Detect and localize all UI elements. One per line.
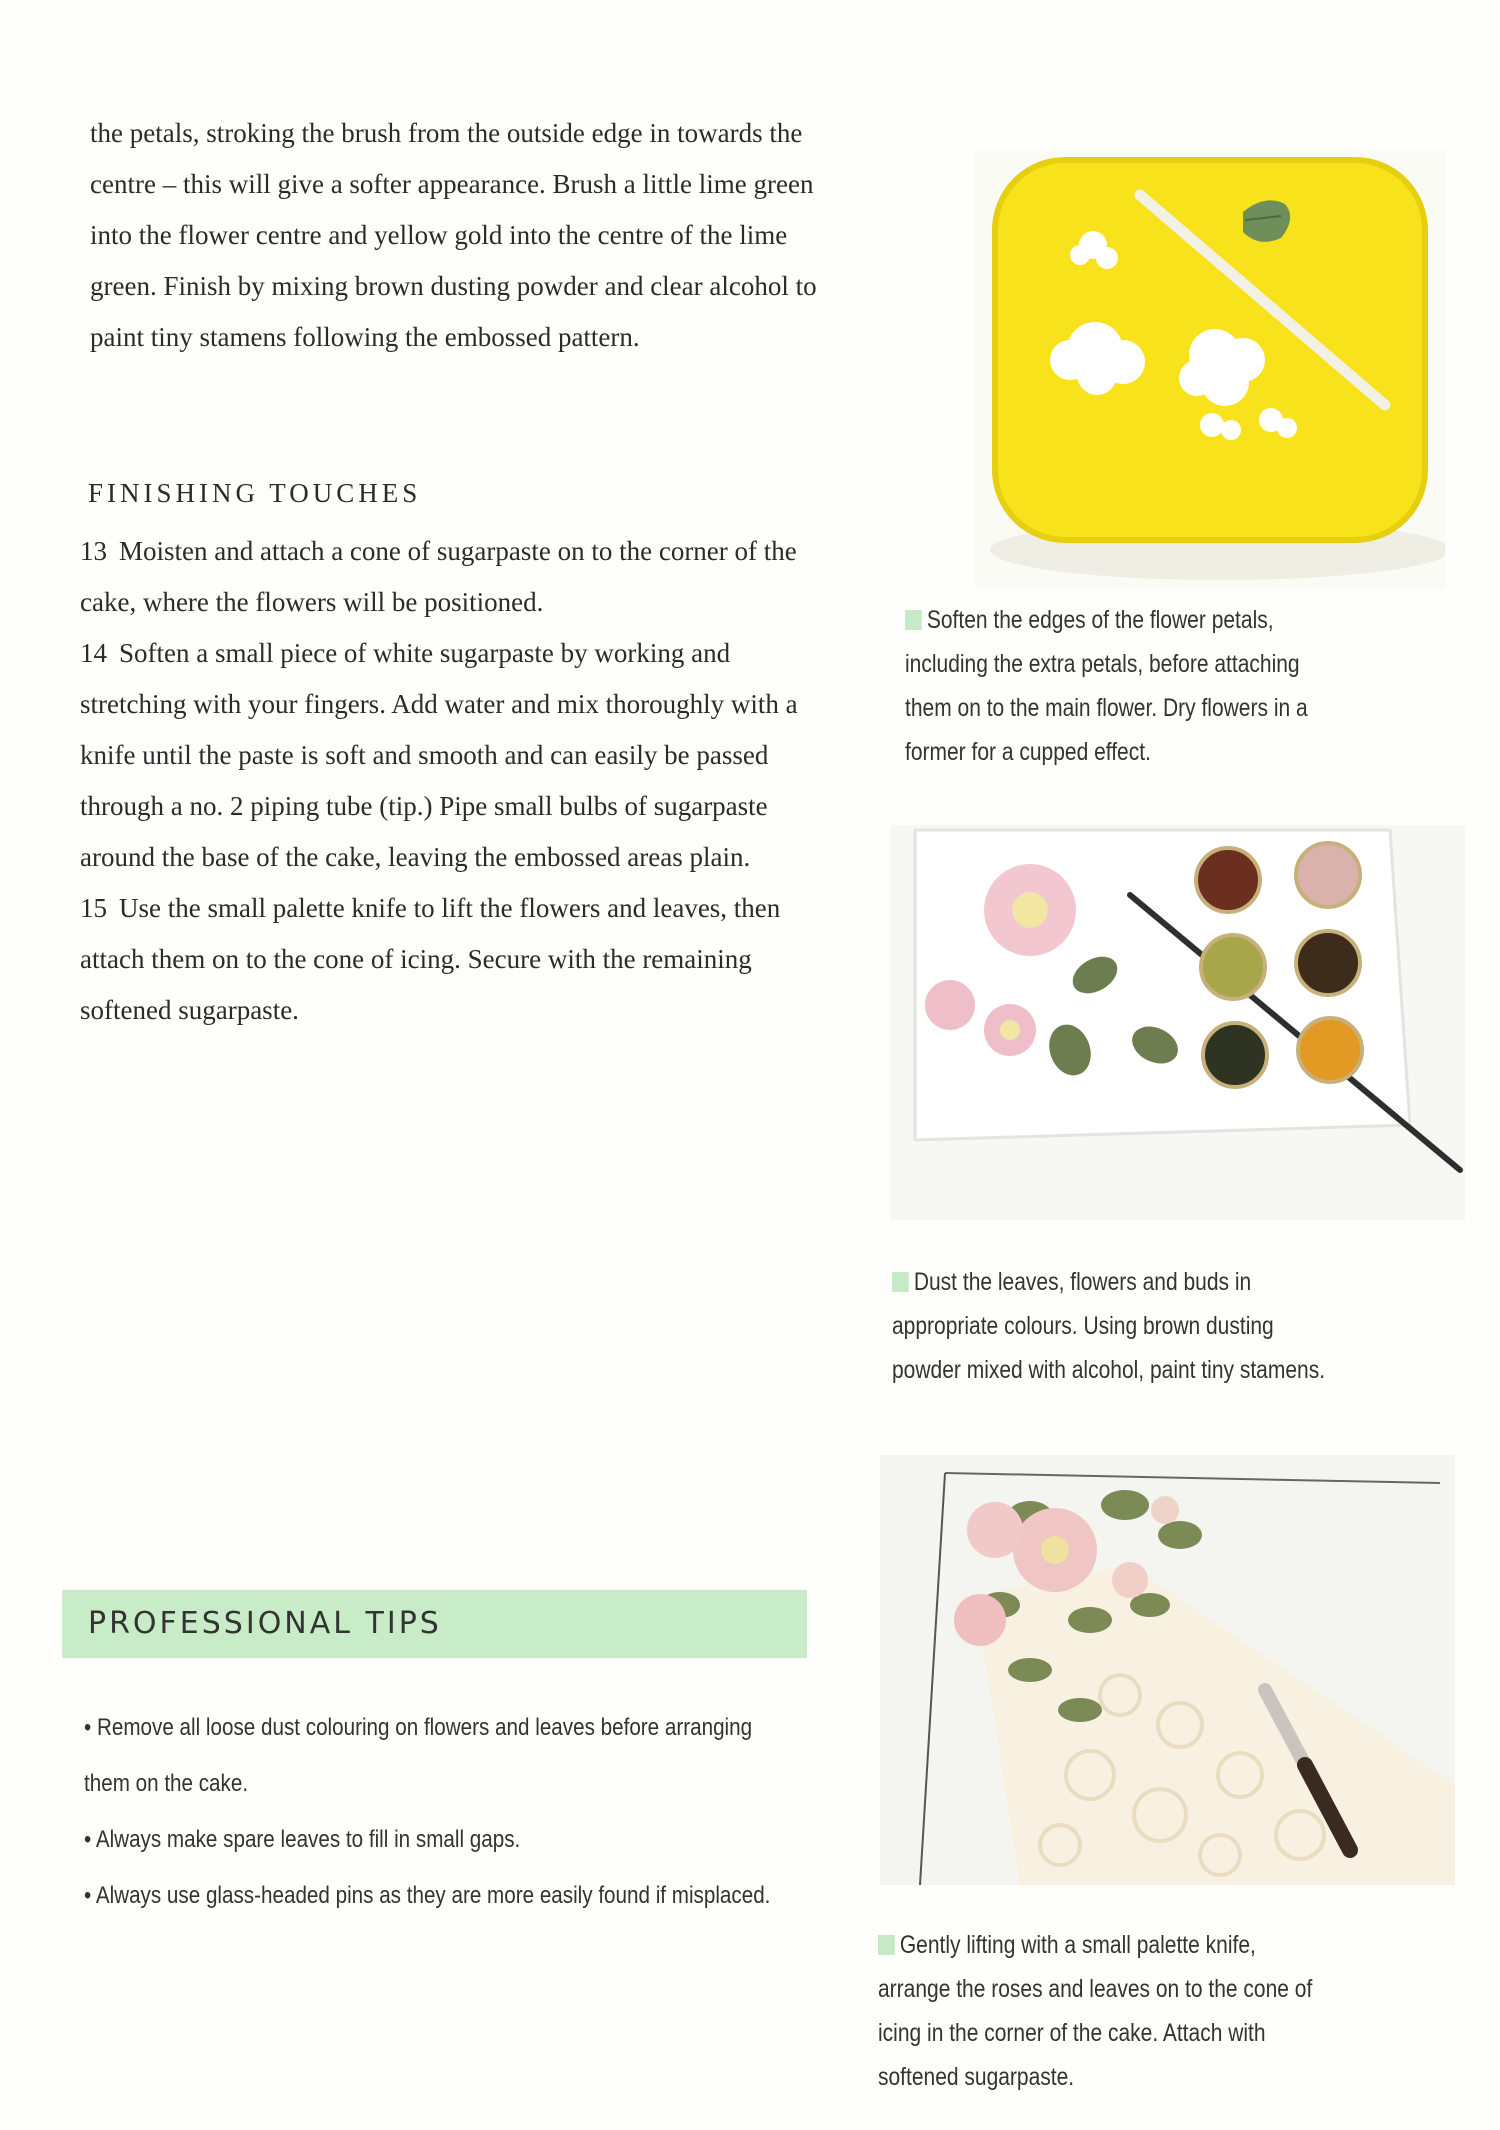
caption-softening-petals [905, 598, 1342, 774]
caption-text: Soften the edges of the flower petals, including the extra petals, before attaching them on to the main flower. Dry flowers in a former for a cupped effect. [905, 606, 1308, 766]
step-text: Soften a small piece of white sugarpaste by working and stretching with your fingers. Add water and mix thoroughly with a knife until the paste is soft and smooth and can easily be passed through a no. 2 piping tube (tip.) Pipe small bulbs of sugarpaste around the base of the cake, leaving the embossed areas plain. [80, 638, 798, 872]
caption-dusting-colours [892, 1260, 1329, 1392]
tip-item: • Always use glass-headed pins as they are more easily found if misplaced. [84, 1882, 771, 1909]
professional-tips-list [84, 1700, 784, 1924]
step-number: 14 [80, 638, 107, 668]
caption-marker [878, 1935, 895, 1955]
step-14 [80, 628, 840, 883]
step-number: 15 [80, 893, 107, 923]
caption-text: Gently lifting with a small palette knife, arrange the roses and leaves on to the cone of icing in the corner of the cake. Attach with softened sugarpaste. [878, 1931, 1313, 2091]
caption-marker [892, 1272, 909, 1292]
professional-tips-heading: PROFESSIONAL TIPS [88, 1606, 442, 1641]
step-15 [80, 883, 840, 1036]
step-number: 13 [80, 536, 107, 566]
step-text: Use the small palette knife to lift the flowers and leaves, then attach them on to the cone of icing. Secure with the remaining softened sugarpaste. [80, 893, 781, 1025]
tip-item: • Always make spare leaves to fill in small gaps. [84, 1826, 521, 1853]
caption-text: Dust the leaves, flowers and buds in appropriate colours. Using brown dusting powder mixed with alcohol, paint tiny stamens. [892, 1268, 1326, 1384]
step-13 [80, 526, 840, 628]
photo-dusting-colours [890, 825, 1465, 1220]
photo-arranging-roses [880, 1455, 1455, 1885]
step-text: Moisten and attach a cone of sugarpaste on to the corner of the cake, where the flowers will be positioned. [80, 536, 797, 617]
finishing-touches-heading: FINISHING TOUCHES [88, 478, 422, 508]
intro-paragraph: the petals, stroking the brush from the outside edge in towards the centre – this will give a softer appearance. Brush a little lime green into the flower centre and yellow gold into the centre of the lime green. Finish by mixing brown dusting powder and clear alcohol to paint tiny stamens following the embossed pattern. [90, 118, 817, 352]
caption-arranging-roses [878, 1923, 1315, 2099]
caption-marker [905, 610, 922, 630]
tip-item: • Remove all loose dust colouring on flowers and leaves before arranging them on the cake. [84, 1714, 753, 1797]
finishing-steps [80, 526, 840, 1036]
photo-softening-petals [975, 150, 1445, 590]
